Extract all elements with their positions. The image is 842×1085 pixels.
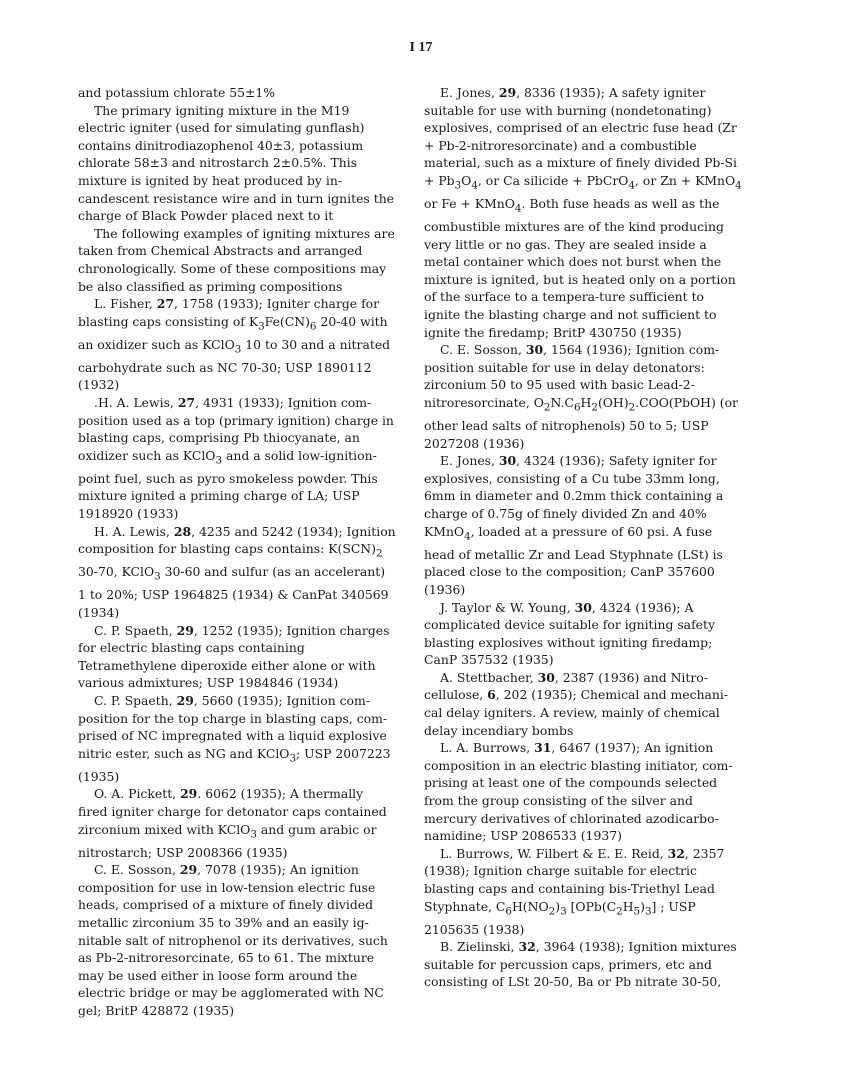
paragraph: The following examples of igniting mixtures are taken from Chemical Abstracts and arranged chronologically. Some of these compositions may be also classified as priming compositions <box>78 225 395 294</box>
left-column <box>78 84 396 1020</box>
paragraph: C. E. Sosson, 29, 7078 (1935); An ignition composition for use in low-tension electric fuse heads, comprised of a mixture of finely divided metallic zirconium 35 to 39% and an easily ig-nitable salt of nitrophenol or its derivatives, such as Pb-2-nitroresorcinate, 65 to 61. The mixture may be used either in loose form around the electric bridge or may be agglomerated with NC gel; BritP 428872 (1935) <box>78 862 388 1018</box>
paragraph: H. A. Lewis, 28, 4235 and 5242 (1934); Ignition composition for blasting caps contains: $K(SCN)_2$ 30-70, KClO$_3$ 30-60 and sulfur (as an accelerant) 1 to 20%; USP 1964825 (1934) & CanPat 340569 (1934) <box>78 523 396 620</box>
paragraph: L. A. Burrows, 31, 6467 (1937); An ignition composition in an electric blasting initiator, com-prising at least one of the compounds selected from the group consisting of the silver and mercury derivatives of chlorinated azodicarbo-namidine; USP 2086533 (1937) <box>424 740 733 844</box>
paragraph: J. Taylor & W. Young, 30, 4324 (1936); A complicated device suitable for igniting safety blasting explosives without igniting firedamp; CanP 357532 (1935) <box>424 599 715 668</box>
paragraph: C. E. Sosson, 30, 1564 (1936); Ignition com-position suitable for use in delay detonators: zirconium 50 to 95 used with basic Lead-2-nitroresorcinate, $O_2N.C_6H_2(OH)_2.COO(PbOH)$ (or other lead salts of nitrophenols) 50 to 5; USP 2027208 (1936) <box>424 342 738 451</box>
paragraph: and potassium chlorate 55±1% <box>78 85 276 100</box>
paragraph: B. Zielinski, 32, 3964 (1938); Ignition mixtures suitable for percussion caps, primers, etc and consisting of LSt 20-50, Ba or Pb nitrate 30-50, <box>424 939 737 990</box>
paragraph: L. Burrows, W. Filbert & E. E. Reid, 32, 2357 (1938); Ignition charge suitable for electric blasting caps and containing bis-Triethyl Lead Styphnate, $C_6H(NO_2)_3$ $[OPb(C_2H_5)_3]$ ; USP 2105635 (1938) <box>424 845 725 937</box>
paragraph: O. A. Pickett, 29. 6062 (1935); A thermally fired igniter charge for detonator caps contained zirconium mixed with KClO$_3$ and gum arabic or nitrostarch; USP 2008366 (1935) <box>78 786 387 860</box>
paragraph: The primary igniting mixture in the M19 electric igniter (used for simulating gunflash) contains dinitrodiazophenol 40±3, potassium chlorate 58±3 and nitrostarch 2±0.5%. This mixture is ignited by heat produced by in-candescent resistance wire and in turn ignites the charge of Black Powder placed next to it <box>78 102 395 224</box>
right-column <box>424 84 742 991</box>
paragraph: E. Jones, 30, 4324 (1936); Safety igniter for explosives, consisting of a Cu tube 33mm long, 6mm in diameter and 0.2mm thick containing a charge of 0.75g of finely divided Zn and 40% KMnO$_4$, loaded at a pressure of 60 psi. A fuse head of metallic Zr and Lead Styphnate (LSt) is placed close to the composition; CanP 357600 (1936) <box>424 453 724 597</box>
paragraph: L. Fisher, 27, 1758 (1933); Igniter charge for blasting caps consisting of $K_3Fe(CN)_6$ 20-40 with an oxidizer such as KClO$_3$ 10 to 30 and a nitrated carbohydrate such as NC 70-30; USP 1890112 (1932) <box>78 296 391 393</box>
paragraph: A. Stettbacher, 30, 2387 (1936) and Nitro-cellulose, 6, 202 (1935); Chemical and mechani-cal delay igniters. A review, mainly of chemical delay incendiary bombs <box>424 669 729 738</box>
paragraph: .H. A. Lewis, 27, 4931 (1933); Ignition com-position used as a top (primary ignition) charge in blasting caps, comprising Pb thiocyanate, an oxidizer such as KClO$_3$ and a solid low-ignition-point fuel, such as pyro smokeless powder. This mixture ignited a priming charge of LA; USP 1918920 (1933) <box>78 395 394 522</box>
page-number: I 17 <box>409 40 433 55</box>
paragraph: C. P. Spaeth, 29, 5660 (1935); Ignition com-position for the top charge in blasting caps, com-prised of NC impregnated with a liquid explosive nitric ester, such as NG and KClO$_3$; USP 2007223 (1935) <box>78 692 391 784</box>
paragraph: E. Jones, 29, 8336 (1935); A safety igniter suitable for use with burning (nondetonating) explosives, comprised of an electric fuse head (Zr + Pb-2-nitroresorcinate) and a combustible material, such as a mixture of finely divided $Pb-Si + Pb_3O_4$, or Ca silicide + PbCrO$_4$, or Zn + KMnO$_4$ or Fe + KMnO$_4$. Both fuse heads as well as the combustible mixtures are of the kind producing very little or no gas. They are sealed inside a metal container which does not burst when the mixture is ignited, but is heated only on a portion of the surface to a tempera-ture sufficient to ignite the blasting charge and not sufficient to ignite the firedamp; BritP 430750 (1935) <box>424 85 742 340</box>
paragraph: C. P. Spaeth, 29, 1252 (1935); Ignition charges for electric blasting caps containing Tetramethylene diperoxide either alone or with various admixtures; USP 1984846 (1934) <box>78 622 390 691</box>
